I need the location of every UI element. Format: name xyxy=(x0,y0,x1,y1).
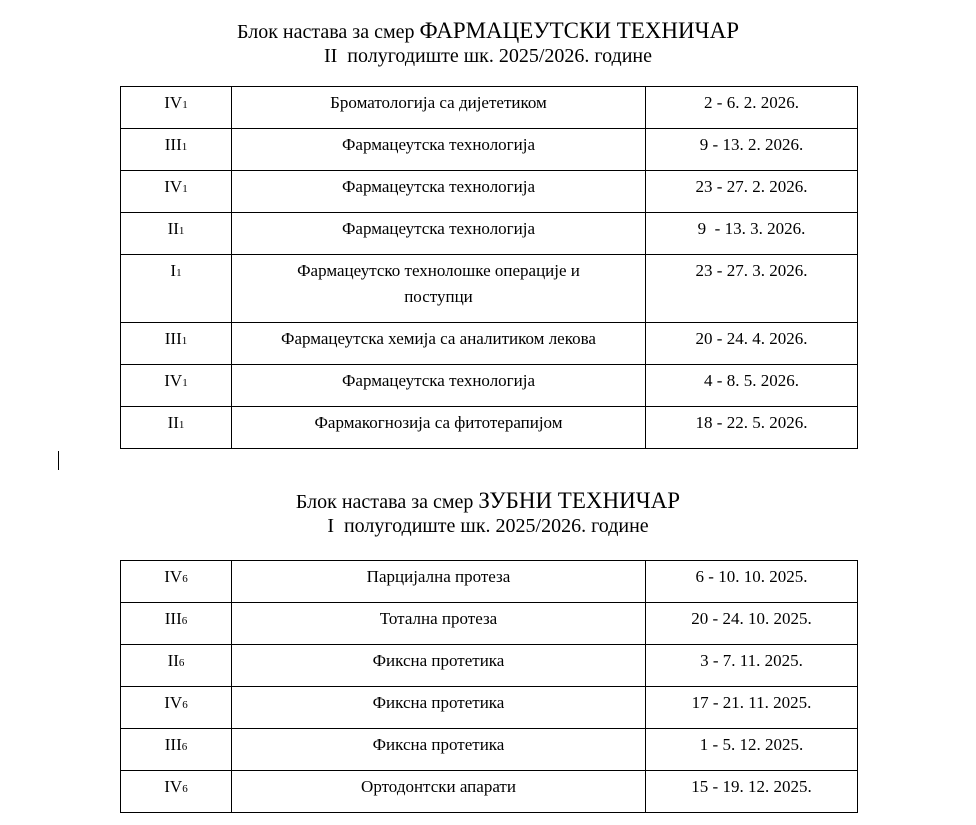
date-cell: 4 - 8. 5. 2026. xyxy=(646,365,858,407)
date-cell: 9 - 13. 2. 2026. xyxy=(646,129,858,171)
subject-cell: Фармацеутско технолошке операције и поступци xyxy=(232,255,646,323)
subject-cell: Броматологија са дијететиком xyxy=(232,87,646,129)
table-row xyxy=(121,771,858,813)
date-cell: 20 - 24. 10. 2025. xyxy=(646,603,858,645)
class-cell: II1 xyxy=(121,407,232,449)
table-row xyxy=(121,129,858,171)
class-cell: IV1 xyxy=(121,365,232,407)
class-cell: III1 xyxy=(121,129,232,171)
date-cell: 23 - 27. 3. 2026. xyxy=(646,255,858,323)
table-row xyxy=(121,213,858,255)
subject-cell: Фармацеутска технологија xyxy=(232,365,646,407)
section2-title xyxy=(0,489,976,514)
date-cell: 1 - 5. 12. 2025. xyxy=(646,729,858,771)
subject-cell: Фиксна протетика xyxy=(232,729,646,771)
section1-title xyxy=(0,19,976,44)
date-cell: 6 - 10. 10. 2025. xyxy=(646,561,858,603)
date-cell: 17 - 21. 11. 2025. xyxy=(646,687,858,729)
subject-cell: Тотална протеза xyxy=(232,603,646,645)
section1-subtitle: II полугодиште шк. 2025/2026. године xyxy=(323,45,653,67)
class-cell: IV6 xyxy=(121,687,232,729)
date-cell: 15 - 19. 12. 2025. xyxy=(646,771,858,813)
class-cell: I1 xyxy=(121,255,232,323)
table-row xyxy=(121,645,858,687)
section1-title-prefix: Блок настава за смер xyxy=(237,21,415,43)
section2-title-major: ЗУБНИ ТЕХНИЧАР xyxy=(478,488,681,513)
section1-title-major: ФАРМАЦЕУТСКИ ТЕХНИЧАР xyxy=(419,18,739,43)
text-cursor xyxy=(58,451,59,470)
date-cell: 3 - 7. 11. 2025. xyxy=(646,645,858,687)
date-cell: 18 - 22. 5. 2026. xyxy=(646,407,858,449)
table-row xyxy=(121,407,858,449)
table-row xyxy=(121,729,858,771)
class-cell: IV6 xyxy=(121,561,232,603)
table-row xyxy=(121,365,858,407)
class-cell: IV6 xyxy=(121,771,232,813)
section2-title-prefix: Блок настава за смер xyxy=(295,491,474,513)
subject-cell: Фармацеутска технологија xyxy=(232,129,646,171)
table-row xyxy=(121,87,858,129)
subject-cell: Фиксна протетика xyxy=(232,687,646,729)
table-row xyxy=(121,323,858,365)
date-cell: 23 - 27. 2. 2026. xyxy=(646,171,858,213)
class-cell: II6 xyxy=(121,645,232,687)
class-cell: II1 xyxy=(121,213,232,255)
class-cell: IV1 xyxy=(121,87,232,129)
date-cell: 20 - 24. 4. 2026. xyxy=(646,323,858,365)
table-row xyxy=(121,255,858,323)
section2-title-block xyxy=(0,489,976,538)
subject-cell: Ортодонтски апарати xyxy=(232,771,646,813)
class-cell: IV1 xyxy=(121,171,232,213)
subject-cell: Фармакогнозија са фитотерапијом xyxy=(232,407,646,449)
table-row xyxy=(121,603,858,645)
date-cell: 2 - 6. 2. 2026. xyxy=(646,87,858,129)
subject-cell: Фармацеутска хемија са аналитиком лекова xyxy=(232,323,646,365)
subject-cell: Парцијална протеза xyxy=(232,561,646,603)
table-row xyxy=(121,561,858,603)
section1-schedule-table xyxy=(120,86,858,449)
class-cell: III1 xyxy=(121,323,232,365)
class-cell: III6 xyxy=(121,729,232,771)
table-row xyxy=(121,171,858,213)
section2-schedule-table xyxy=(120,560,858,813)
subject-cell: Фармацеутска технологија xyxy=(232,171,646,213)
subject-cell: Фармацеутска технологија xyxy=(232,213,646,255)
subject-cell: Фиксна протетика xyxy=(232,645,646,687)
table-row xyxy=(121,687,858,729)
section2-subtitle: I полугодиште шк. 2025/2026. године xyxy=(327,515,649,537)
section1-title-block xyxy=(0,19,976,68)
date-cell: 9 - 13. 3. 2026. xyxy=(646,213,858,255)
class-cell: III6 xyxy=(121,603,232,645)
